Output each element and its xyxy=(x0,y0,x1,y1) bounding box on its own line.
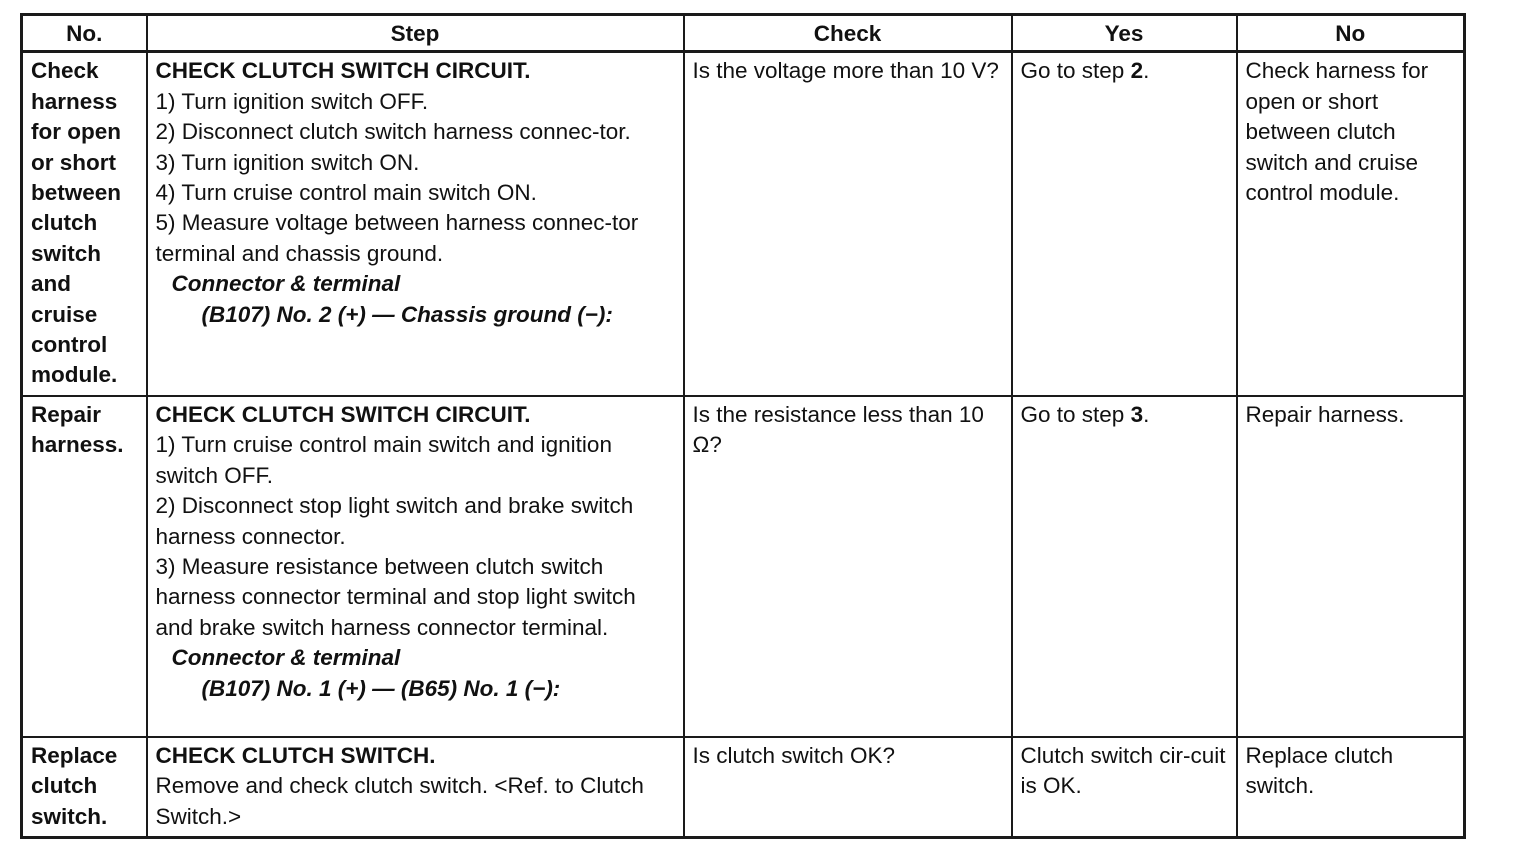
check-cell: Is the resistance less than 10 Ω? xyxy=(684,396,1012,737)
yes-cell xyxy=(1012,52,1237,396)
yes-cell: Clutch switch cir-cuit is OK. xyxy=(1012,737,1237,838)
connector-value: (B107) No. 2 (+) — Chassis ground (−): xyxy=(201,301,613,327)
step-instruction: Remove and check clutch switch. <Ref. to Clutch Switch.> xyxy=(155,773,644,829)
step-instruction: 1) Turn ignition switch OFF. xyxy=(155,88,429,114)
header-step: Step xyxy=(147,15,684,52)
yes-prefix: Go to step xyxy=(1020,401,1131,427)
step-instruction: 1) Turn cruise control main switch and ignition switch OFF. xyxy=(155,432,612,488)
step-instruction: 3) Turn ignition switch ON. xyxy=(155,149,420,175)
step-cell xyxy=(147,52,684,396)
step-title: CHECK CLUTCH SWITCH CIRCUIT. xyxy=(155,401,531,427)
step-cell xyxy=(147,396,684,737)
yes-cell xyxy=(1012,396,1237,737)
header-check: Check xyxy=(684,15,1012,52)
yes-suffix: . xyxy=(1143,58,1150,84)
table-row xyxy=(22,396,1465,737)
yes-step-ref: 3 xyxy=(1130,401,1144,427)
connector-label: Connector & terminal xyxy=(171,271,401,297)
step-title: CHECK CLUTCH SWITCH. xyxy=(155,742,436,768)
step-number: Replace clutch switch. xyxy=(22,737,147,838)
step-instruction: 5) Measure voltage between harness connec-tor terminal and chassis ground. xyxy=(155,210,639,266)
table-row xyxy=(22,737,1465,838)
check-cell: Is the voltage more than 10 V? xyxy=(684,52,1012,396)
table-header-row xyxy=(22,15,1465,52)
step-instruction: 4) Turn cruise control main switch ON. xyxy=(155,180,537,206)
no-cell: Replace clutch switch. xyxy=(1237,737,1465,838)
step-instruction: 2) Disconnect clutch switch harness connec-tor. xyxy=(155,119,631,145)
connector-value: (B107) No. 1 (+) — (B65) No. 1 (−): xyxy=(201,675,561,701)
diagnostic-table xyxy=(20,13,1466,839)
yes-step-ref: 2 xyxy=(1130,58,1144,84)
step-instruction: 2) Disconnect stop light switch and brake switch harness connector. xyxy=(155,493,634,549)
no-cell: Repair harness. xyxy=(1237,396,1465,737)
no-cell: Check harness for open or short between clutch switch and cruise control module. xyxy=(1237,52,1465,396)
check-cell: Is clutch switch OK? xyxy=(684,737,1012,838)
step-instruction: 3) Measure resistance between clutch switch harness connector terminal and stop light switch and brake switch harness connector terminal. xyxy=(155,553,636,640)
step-number: Repair harness. xyxy=(22,396,147,737)
yes-prefix: Go to step xyxy=(1020,58,1131,84)
step-title: CHECK CLUTCH SWITCH CIRCUIT. xyxy=(155,58,531,84)
table-row xyxy=(22,52,1465,396)
connector-label: Connector & terminal xyxy=(171,645,401,671)
step-number: Check harness for open or short between clutch switch and cruise control module. xyxy=(22,52,147,396)
step-cell xyxy=(147,737,684,838)
yes-suffix: . xyxy=(1143,401,1150,427)
header-no: No. xyxy=(22,15,147,52)
header-yes: Yes xyxy=(1012,15,1237,52)
header-no-result: No xyxy=(1237,15,1465,52)
